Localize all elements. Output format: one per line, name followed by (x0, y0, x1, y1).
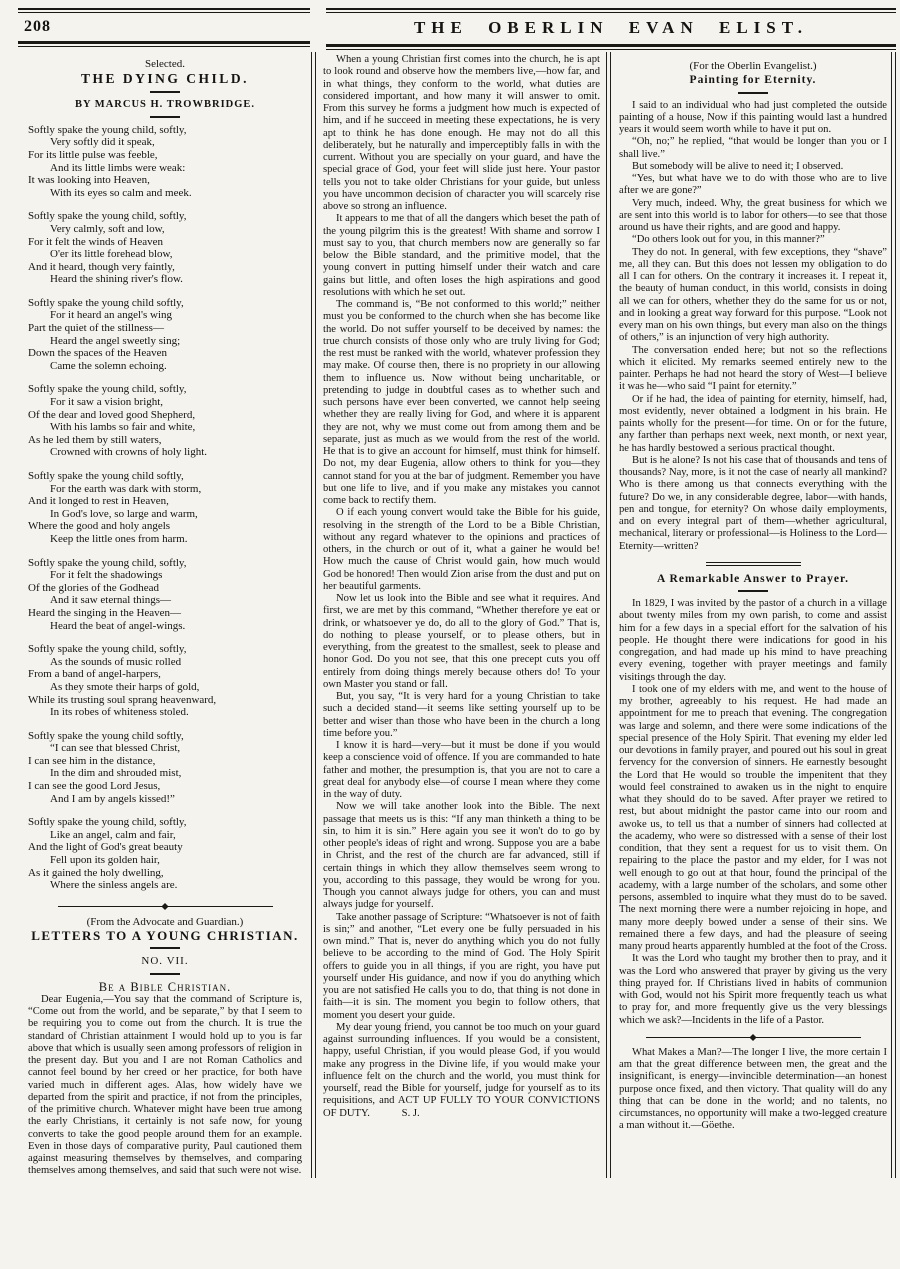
page-header (18, 6, 896, 50)
masthead-title: THE OBERLIN EVAN ELIST. (413, 18, 809, 37)
selected-label: Selected. (144, 58, 185, 70)
poem-line: Softly spake the young child, softly, (28, 210, 187, 223)
poem-line: Like an angel, calm and fair, (50, 828, 176, 841)
poem-line: I can see him in the distance, (28, 754, 156, 767)
poem-line: As they smote their harps of gold, (50, 680, 200, 693)
poem-line: Down the spaces of the Heaven (28, 347, 167, 360)
prayer-title: A Remarkable Answer to Prayer. (657, 572, 849, 585)
header-gap (316, 6, 326, 50)
paragraph: But somebody will be alive to need it; I observed. (632, 160, 844, 172)
letters-continued (323, 54, 600, 1120)
poem-line: For it felt the winds of Heaven (28, 235, 164, 248)
paragraph: “Oh, no;” he replied, “that would be longer than you or I shall live.” (619, 136, 887, 160)
poem-line: Softly spake the young child, softly, (28, 816, 187, 829)
poem-line: Softly spake the young child, softly, (28, 383, 187, 396)
poem-line: For it felt the shadowings (50, 569, 163, 582)
section-divider-short (706, 562, 801, 566)
header-bottom-rule-right (326, 44, 896, 50)
poem-line: In God's love, so large and warm, (50, 507, 198, 520)
paragraph: They do not. In general, with few exceptions, they “shave” me, all they can. But this does not lessen my obligation to do all I can for others. On the contrary it increases it. I repeat it, the beauty of human conduct, in this world, consists in doing all we can for others, whether they do the same for us or not, and in looking a great way forward for this purpose. “Look not every man on his own things, but every man also on the things of others,” is an injunction of very high authority. (619, 246, 887, 344)
poem-line: As the sounds of music rolled (50, 655, 182, 668)
poem-line: In the dim and shrouded mist, (50, 767, 182, 780)
title-rule (738, 92, 768, 94)
poem-line: And it saw eternal things— (50, 594, 171, 607)
paragraph: “Do others look out for you, in this manner?” (632, 234, 825, 246)
poem-line: Part the quiet of the stillness— (28, 322, 164, 335)
paragraph: What Makes a Man?—The longer I live, the more certain I am that the great difference between men, the great and the insignificant, is energy—invincible determination—an honest purpose once fixed, and then victory. That quality will do any thing that can be done in the world; and no talents, no circumstances, no opportunity will make a two-legged creature a man without it.—Göethe. (619, 1046, 887, 1132)
poem-line: Softly spake the young child softly, (28, 470, 184, 482)
paragraph: But is he alone? Is not his case that of thousands and tens of thousands? Nay, more, is it not the case of nearly all mankind? Who is there among us that connects everything with the future? Do we, in any considerable degree, labor—with hands, pen and tongue, for eternity? On whose daily employments, and on every integral part of them—whether agricultural, mechanical, literary or professional—is Holiness to the Lord—Eternity—written? (619, 454, 887, 552)
poem-line: Heard the singing in the Heaven— (28, 606, 182, 619)
poem-line: Where the good and holy angels (28, 520, 171, 533)
poem-stanza (28, 816, 302, 892)
paragraph: It appears to me that of all the dangers which beset the path of the young pilgrim this is the greatest! With shame and sorrow I must say to you, that church members now are generally so far below the Bible standard, and the primitive model, that the young convert in putting himself under their watch and care gains but little, and often loses the high aspirations and good resolutions with which he set out. (323, 213, 600, 298)
poem-line: As it gained the holy dwelling, (28, 866, 164, 879)
poem-line: It was looking into Heaven, (28, 174, 150, 187)
poem-line: I can see the good Lord Jesus, (28, 780, 161, 793)
poem-line: Softly spake the young child, softly, (28, 123, 187, 136)
column-rule-1 (311, 52, 316, 1178)
header-left (18, 6, 316, 50)
section-divider (646, 1034, 861, 1041)
poem-line: With his lambs so fair and white, (50, 421, 196, 434)
poem-line: For it heard an angel's wing (50, 309, 173, 322)
poem-line: And the light of God's great beauty (28, 841, 183, 854)
paragraph: Now we will take another look into the Bible. The next passage that meets us is this: “If any man thinketh a thing to be sin, to him it is sin.” Here again you see it won't do to go by other people's ideas of right and wrong. Suppose you are a babe in Christ, and the rest of the church are far advanced, still if certain things in which they allow themselves seem wrong to you, according to this passage, they would be wrong for you. Though you cannot always judge for others, you can and must always judge for yourself. (323, 801, 600, 911)
paragraph: I said to an individual who had just completed the outside painting of a house, Now if this painting would last a hundred years it would seem worth while to have it put on. (619, 99, 887, 135)
column-1 (18, 52, 310, 1178)
header-right (326, 6, 896, 50)
poem-stanza (28, 124, 302, 200)
paragraph: In 1829, I was invited by the pastor of a church in a village about twenty miles from my own parish, to come and assist him for a few days in a special effort for the salvation of his people. He thought there were indications for good in his congregation, and had made up his mind to have preaching every evening, together with prayer meetings and family visitings through the day. (619, 598, 887, 683)
paragraph: Very much, indeed. Why, the great business for which we are sent into this world is to labor for others—to see that those around us have their rights, and are good and happy. (619, 197, 887, 233)
poem-stanza (28, 297, 302, 373)
paragraph: O if each young convert would take the Bible for his guide, resolving in the strength of the Lord to be a Bible Christian, without any regard whatever to the opinions and practices of others, in the church or out of it, what a gainer he would be! How much the cause of Christ would gain, how much would God be honored! Then would Zion arise from the dust and put on her beautiful garments. (323, 507, 600, 592)
letters-number: NO. VII. (141, 955, 189, 968)
poem-stanza (28, 643, 302, 719)
poem-line: Of the glories of the Godhead (28, 581, 160, 594)
letters-opening (28, 994, 302, 1178)
painting-article-body (619, 100, 887, 553)
paragraph: It was the Lord who taught my brother then to pray, and it was the Lord who answered that prayer by giving us the very thing prayed for. If Christians lived in habits of communion with God, would not his Spirit more frequently teach us what to pray for, and more frequently give us the very blessings which we ask?—Incidents in the life of a Pastor. (619, 953, 887, 1026)
poem-line: Very softly did it speak, (50, 136, 155, 149)
poem-line: And it longed to rest in Heaven, (28, 495, 169, 508)
title-rule (738, 590, 768, 592)
poem-stanza (28, 470, 302, 546)
poem-title: THE DYING CHILD. (81, 71, 249, 87)
content-columns (18, 52, 896, 1178)
poem-line: “I can see that blessed Christ, (50, 742, 181, 755)
section-divider (58, 903, 273, 910)
poem-line: And it heard, though very faintly, (28, 260, 175, 273)
poem-line: Keep the little ones from harm. (50, 532, 188, 545)
poem-line: With its eyes so calm and meek. (50, 186, 192, 199)
poem-byline: BY MARCUS H. TROWBRIDGE. (74, 98, 256, 110)
letters-source: (From the Advocate and Guardian.) (86, 915, 244, 928)
poem-line: Very calmly, soft and low, (50, 222, 165, 235)
poem-line: Heard the beat of angel-wings. (50, 619, 186, 632)
poem-line: Softly spake the young child, softly, (28, 643, 187, 656)
title-rule (150, 973, 180, 975)
column-3 (612, 52, 891, 1178)
paragraph: The command is, “Be not conformed to this world;” neither must you be conformed to the church when she has become like the world. Do not suffer yourself to be deceived by names: the true church consists of those only who are truly living for God; the rest must be ranked with the world, whatever profession they may make. Of course then, there is no propriety in our allowing them to influence us. Now without being uncharitable, or pretending to judge in doubtful cases as to whether such and such persons have ever been converted, we cannot help seeing whether they are really living for God, and where it is apparent they are not, why we must come out from among them and be separate, just as much as we would from the rest of the world. He that is to give an account for himself, must think for himself. Do not, my dear Eugenia, allow others to think for you—they cannot stand for you at the bar of judgment. Remember you have but one life to live, and if you make any mistakes you cannot come back to rectify them. (323, 299, 600, 506)
top-rule-left (18, 8, 310, 13)
poem-line: Softly spake the young child softly, (28, 296, 184, 309)
header-bottom-rule-left (18, 41, 310, 47)
poem-line: As he led them by still waters, (28, 433, 162, 446)
page-number: 208 (24, 18, 51, 35)
poem-line: While its trusting soul sprang heavenward, (28, 693, 217, 706)
prayer-article-body (619, 598, 887, 1027)
letters-subtitle: Be a Bible Christian. (98, 979, 232, 994)
paragraph: The conversation ended here; but not so the reflections which it elicited. My remarks seemed entirely new to the painter. Perhaps he had not heard the story of West—I believe it was he—who said “I paint for eternity.” (619, 344, 887, 393)
column-rule-2 (606, 52, 611, 1178)
paragraph: Take another passage of Scripture: “Whatsoever is not of faith is sin;” and another, “Let every one be fully persuaded in his own mind.” That is, never do anything which you do not fully believe to be according to the mind of God. The Holy Spirit offers to guide you in all things, if you are right, you have put yourself under His guidance, and now if you do anything which you are not satisfied He calls you to do, that thing is not done in faith—it is sin. The moment you begin to follow others, that moment you desert your guide. (323, 911, 600, 1021)
poem-line: And I am by angels kissed!” (50, 792, 175, 805)
poem-line: And its little limbs were weak: (50, 161, 186, 174)
paragraph: Or if he had, the idea of painting for eternity, himself, had, most evidently, never obtained a lodgment in his brain. He paints wholly for the present—for time. On or for the future, any farther than perhaps next week, next month, or next year, he has hardly bestowed a serious practical thought. (619, 393, 887, 454)
poem-stanza (28, 383, 302, 459)
paragraph: When a young Christian first comes into the church, he is apt to look round and observe how the members live,—how far, and in what things, they conform to the world, what duties are considered important, and how many it will answer to omit. From this survey he forms a judgment how much is expected of him, and if he succeed in meeting these expectations, he is very apt to think he has done enough. He may not do all this deliberately, but he naturally and imperceptibly falls in with the current. Without you are specially on your guard, and have the special grace of God, your feet will slide just here. Your pastor tells you not to take older Christians for your guide, but unless you have uncommon decision of character you will scarcely rise above so strong an influence. (323, 54, 600, 212)
poem-line: Softly spake the young child softly, (28, 729, 184, 742)
right-edge-rule (891, 52, 896, 1178)
column-2 (317, 52, 605, 1178)
poem-line: For the earth was dark with storm, (50, 482, 202, 495)
poem-line: For its little pulse was feeble, (28, 148, 158, 161)
paragraph: My dear young friend, you cannot be too much on your guard against surrounding influences. If you would be a consistent, happy, useful Christian, if you would please God, if you would make any progress in the Divine life, if you would make your influence felt on the church and the world, you must think for yourself, read the Bible for yourself, judge for yourself as to its requisitions, and ACT UP FULLY TO YOUR CONVICTIONS OF DUTY. S. J. (323, 1021, 600, 1119)
poem-stanza (28, 210, 302, 286)
poem-line: Fell upon its golden hair, (50, 854, 160, 867)
poem-line: Of the dear and loved good Shepherd, (28, 408, 196, 421)
poem-stanza (28, 557, 302, 633)
poem-line: Softly spake the young child, softly, (28, 556, 187, 569)
poem-line: O'er its little forehead blow, (50, 248, 173, 261)
title-rule (150, 91, 180, 93)
poem-line: From a band of angel-harpers, (28, 668, 161, 681)
letters-title: LETTERS TO A YOUNG CHRISTIAN. (31, 928, 299, 944)
poem-line: Crowned with crowns of holy light. (50, 446, 208, 459)
paragraph: But, you say, “It is very hard for a young Christian to take such a decided stand—it seems like setting yourself up to be better and wiser than those who have been in the church a long time before you.” (323, 691, 600, 739)
poem-body (28, 124, 302, 892)
top-rule-right (326, 8, 896, 13)
poem-line: For it saw a vision bright, (50, 396, 164, 409)
poem-line: In its robes of whiteness stoled. (50, 706, 189, 719)
what-makes-a-man-body (619, 1047, 887, 1133)
poem-stanza (28, 730, 302, 806)
poem-line: Where the sinless angels are. (50, 879, 178, 892)
title-rule (150, 947, 180, 949)
paragraph: Dear Eugenia,—You say that the command of Scripture is, “Come out from the world, and be separate,” by that I seem to be requiring you to come out from the church. It is true the standard of Christian attainment I would hold up to you is far above that which is usually seen among professors of religion in the present day. But you and I are not Roman Catholics and cannot feel bound by her creed or her practice, for both have varied much in different ages. Alas, how widely have we departed from the spirit and practice, if not from the principles, of the primitive church. Whatever might have been true among the early Christians, it certainly is not safe now, for young converts to take the good people around them for an example. Even in those days of comparative purity, Paul cautioned them against measuring themselves by themselves, and comparing themselves among themselves, and said that such were not wise. (28, 993, 302, 1177)
paragraph: “Yes, but what have we to do with those who are to live after we are gone?” (619, 173, 887, 197)
poem-line: Heard the shining river's flow. (50, 273, 183, 286)
poem-line: Heard the angel sweetly sing; (50, 334, 181, 347)
paragraph: Now let us look into the Bible and see what it requires. And first, we are met by this command, “Whether therefore ye eat or drink, or whatsoever ye do, do all to the glory of God.” That is, do nothing to please yourself, or to please others, but in everything, from the greatest to the smallest, seek to please and honor God. Do you not see, that this one precept cuts you off entirely from doing things merely because others do! To your own Master you stand or fall. (323, 593, 600, 690)
painting-source: (For the Oberlin Evangelist.) (689, 60, 817, 72)
poem-line: Came the solemn echoing. (50, 359, 167, 372)
paragraph: I know it is hard—very—but it must be done if you would keep a conscience void of offence. If you are commanded to hate father and mother, the presumption is, that you are not to care a great deal for anybody else—of course I mean where they come in the way of duty. (323, 740, 600, 800)
title-rule (150, 116, 180, 118)
painting-title: Painting for Eternity. (689, 74, 817, 87)
paragraph: I took one of my elders with me, and went to the house of my brother, agreeably to his request. He had made an appointment for me to preach that evening. The congregation was large and solemn, and there were some indications of the special presence of the Holy Spirit. That evening my elder led our devotions in family prayer, and poured out his soul in great fervency for the conversion of sinners. He earnestly besought the Lord that He would so trouble the impenitent that they would feel constrained to awaken us in the night to enquire what they should do to be saved. After prayer we retired to rest, but about midnight the pastor came into our room and awoke us, to tell us that a number of sinners had collected at the academy, who were so distressed with a sense of their lost condition, that they sent a request for us to visit them. On repairing to the place the pastor and my elder, for I was not well enough to go out at that hour, found the principal of the academy, with a large number of the scholars, and some other persons, assembled to inquire what they must do to be saved. The next morning there were a number rejoicing in hope, and many more deeply bowed under a sense of their sins. We remained there a few days, and had the pleasure of seeing many proud hearts apparently humbled at the foot of the Cross. (619, 683, 888, 952)
